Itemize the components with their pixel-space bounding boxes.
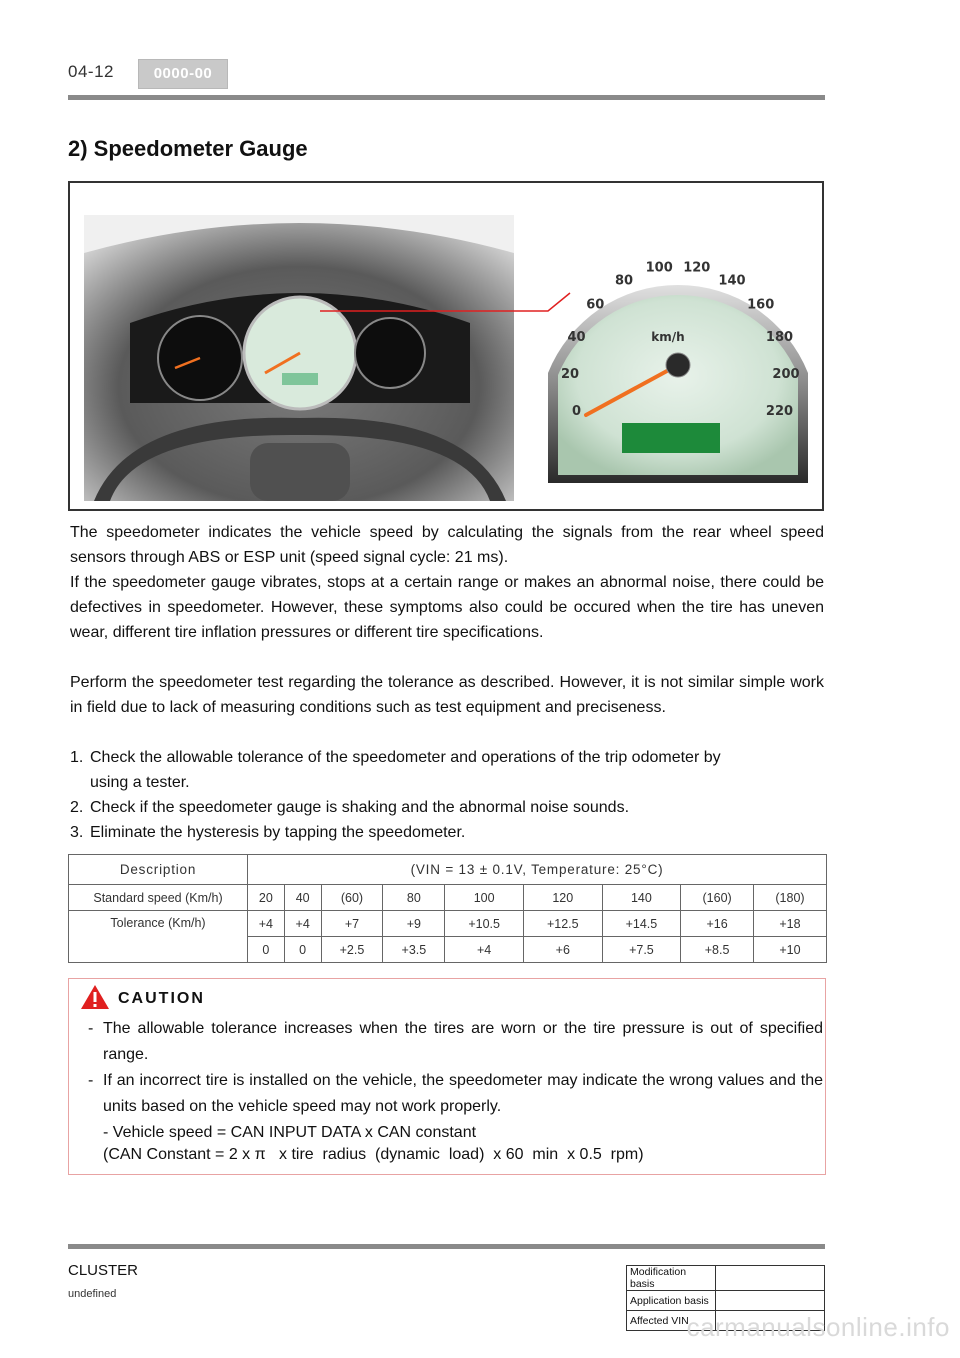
speed-label: Standard speed (Km/h): [69, 885, 248, 911]
table-row-tolerance-upper: [69, 911, 827, 937]
table-cell: +16: [681, 911, 754, 937]
step-3: [70, 820, 824, 845]
table-cell: (180): [753, 885, 826, 911]
step-text: Check the allowable tolerance of the speedometer and operations of the trip odometer by: [90, 749, 721, 766]
small-lcd: [282, 373, 318, 385]
footer-rule: [68, 1244, 825, 1249]
gauge-tick-label: 140: [718, 273, 746, 289]
table-cell: +4: [445, 937, 524, 963]
table-cell: +4: [248, 911, 285, 937]
step-1: [70, 745, 824, 770]
gauge-hub: [666, 353, 690, 377]
gauge-tick-label: 180: [765, 330, 794, 346]
table-cell: +9: [383, 911, 445, 937]
step-text: Check if the speedometer gauge is shaking and the abnormal noise sounds.: [90, 799, 630, 816]
gauge-tick-label: 120: [683, 260, 711, 276]
revision-label: Affected VIN: [627, 1311, 716, 1331]
table-cell: 20: [248, 885, 285, 911]
gauge-lcd: [622, 423, 720, 453]
warning-icon: [80, 984, 110, 1010]
step-number: 2.: [70, 799, 84, 816]
table-cell: +10.5: [445, 911, 524, 937]
bullet-dash: -: [88, 1072, 94, 1089]
header-rule: [68, 95, 825, 100]
step-number: 3.: [70, 824, 84, 841]
gauge-tick-label: 80: [614, 273, 634, 289]
table-cell: (160): [681, 885, 754, 911]
cluster-illustration: [70, 183, 822, 509]
table-cell: 40: [284, 885, 321, 911]
gauge-tick-label: 40: [567, 330, 586, 346]
table-cell: +4: [284, 911, 321, 937]
step-1-continued: using a tester.: [90, 774, 190, 791]
intro-paragraph-1: The speedometer indicates the vehicle speed by calculating the signals from the rear wheel speed sensors through ABS or ESP unit (speed signal cycle: 21 ms).: [70, 524, 824, 566]
footer-section-name: CLUSTER: [68, 1262, 139, 1279]
caution-text: If an incorrect tire is installed on the vehicle, the speedometer may indicate the wrong values and the units based on the vehicle speed may not work properly.: [103, 1072, 823, 1115]
table-row-speed: [69, 885, 827, 911]
table-cell: 140: [602, 885, 681, 911]
gauge-tick-label: 20: [560, 367, 580, 382]
intro-paragraph-3: Perform the speedometer test regarding the tolerance as described. However, it is not similar simple work in field due to lack of measuring conditions such as test equipment and preciseness.: [70, 674, 824, 716]
caution-text: The allowable tolerance increases when the tires are worn or the tire pressure is out of specified range.: [103, 1020, 823, 1063]
fuel-gauge: [355, 318, 425, 388]
gauge-tick-label: 0: [571, 403, 582, 419]
gauge-tick-label: 200: [772, 367, 800, 382]
revision-row: [627, 1291, 825, 1311]
speedometer-figure: [68, 181, 824, 511]
table-cell: 0: [248, 937, 285, 963]
table-cell: +14.5: [602, 911, 681, 937]
step-2: [70, 795, 824, 820]
table-cell: +18: [753, 911, 826, 937]
gauge-unit-label: km/h: [651, 330, 685, 344]
table-cell: +7: [321, 911, 383, 937]
table-cell: 100: [445, 885, 524, 911]
table-header-row: [69, 855, 827, 885]
table-cell: +8.5: [681, 937, 754, 963]
revision-label: Application basis: [627, 1291, 716, 1311]
step-text: Eliminate the hysteresis by tapping the speedometer.: [90, 824, 466, 841]
table-cell: 120: [523, 885, 602, 911]
page-number: 04-12: [68, 62, 114, 81]
gauge-tick-label: 60: [586, 297, 605, 313]
table-cell: +3.5: [383, 937, 445, 963]
table-cell: 0: [284, 937, 321, 963]
intro-paragraph-2: If the speedometer gauge vibrates, stops at a certain range or makes an abnormal noise, there could be defectives in speedometer. However, these symptoms also could be occured when the tire has uneven wear, different tire inflation pressures or different tire specifications.: [70, 574, 824, 641]
gauge-tick-label: 100: [645, 260, 673, 276]
header-description: Description: [69, 855, 248, 885]
revision-value: [716, 1291, 825, 1311]
table-cell: +10: [753, 937, 826, 963]
formula-line-2: (CAN Constant = 2 x π x tire radius (dynamic load) x 60 min x 0.5 rpm): [103, 1146, 644, 1163]
table-cell: +7.5: [602, 937, 681, 963]
tolerance-label: Tolerance (Km/h): [69, 911, 248, 963]
section-title: 2) Speedometer Gauge: [68, 136, 308, 161]
revision-label: Modification basis: [627, 1266, 716, 1291]
table-cell: (60): [321, 885, 383, 911]
watermark: carmanualsonline.info: [686, 1312, 950, 1342]
revision-value: [716, 1266, 825, 1291]
caution-item-1: [88, 1016, 823, 1068]
section-code-badge: 0000-00: [138, 59, 228, 89]
bullet-dash: -: [88, 1020, 94, 1037]
steering-hub: [250, 443, 350, 501]
revision-row: [627, 1266, 825, 1291]
caution-title: CAUTION: [118, 990, 205, 1007]
caution-item-2: [88, 1068, 823, 1120]
footer-subtitle: undefined: [68, 1288, 117, 1300]
formula-line-1: - Vehicle speed = CAN INPUT DATA x CAN constant: [103, 1124, 477, 1141]
header-condition: (VIN = 13 ± 0.1V, Temperature: 25°C): [248, 855, 827, 885]
table-cell: +6: [523, 937, 602, 963]
tolerance-table: [68, 854, 827, 963]
step-number: 1.: [70, 749, 84, 766]
gauge-tick-label: 160: [747, 297, 775, 313]
gauge-tick-label: 220: [765, 403, 794, 419]
table-cell: +2.5: [321, 937, 383, 963]
table-cell: 80: [383, 885, 445, 911]
table-cell: +12.5: [523, 911, 602, 937]
